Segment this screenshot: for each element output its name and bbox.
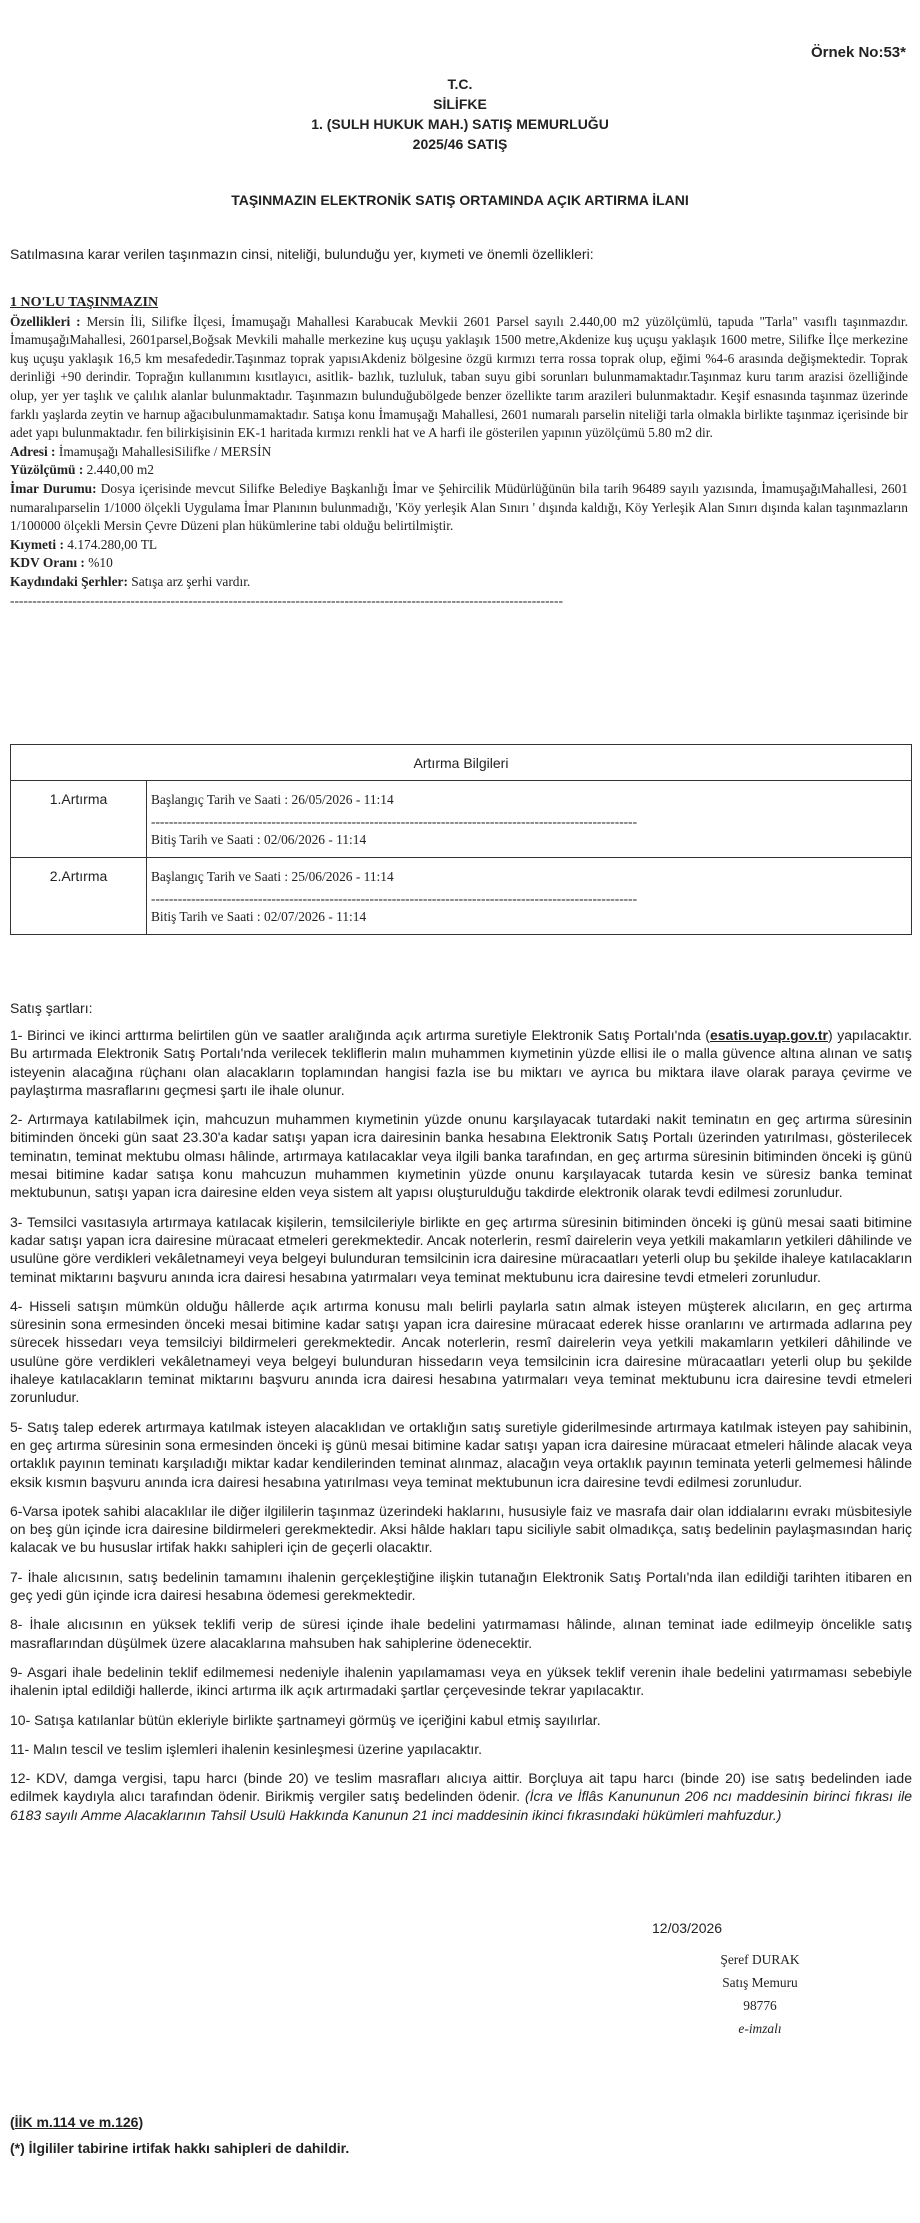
condition-text: 12- KDV, damga vergisi, tapu harcı (binde 20) ve teslim masrafları alıcıya aittir. Borçluya ait tapu harcı (binde 20) ise satış bedelinden iade edilmek kaydıyla alıcı tarafından ödenir. Birikmiş vergiler satış bedelinden ödenir. <box>10 1770 912 1805</box>
intro-text: Satılmasına karar verilen taşınmazın cinsi, niteliği, bulunduğu yer, kıymeti ve önemli özellikleri: <box>10 246 594 262</box>
header-file-no: 2025/46 SATIŞ <box>412 136 508 152</box>
round-label: 1.Artırma <box>11 781 147 858</box>
table-row <box>11 858 912 935</box>
law-article-link[interactable]: İİK m.114 ve m.126 <box>14 2114 139 2130</box>
signature-block <box>640 1948 880 2040</box>
round-dates <box>147 781 912 858</box>
header-city: SİLİFKE <box>433 96 487 112</box>
signer-number: 98776 <box>743 1998 777 2013</box>
section-divider: ---------------------------------------------------------------------------------------------------------------------------- <box>10 592 563 608</box>
legal-reference <box>10 2114 143 2130</box>
footer-note: (*) İlgililer tabirine irtifak hakkı sahipleri de dahildir. <box>10 2140 350 2156</box>
property-heading: 1 NO'LU TAŞINMAZIN <box>10 295 159 310</box>
features-text: Mersin İli, Silifke İlçesi, İmamuşağı Mahallesi Karabucak Mevkii 2601 Parsel sayılı 2.440,00 m2 yüzölçümlü, tapuda "Tarla" vasıflı taşınmazdır. İmamuşağıMahallesi, 2601parsel,Boğsak Mevkili mahalle merkezine kuş uçuşu yaklaşık 1500 metre,Akdenize kuş uçuşu yaklaşık 1600 metre, Silifke İlçe merkezine kuş uçuşu yaklaşık 16,5 km mesafededir.Taşınmaz toprak yapısıAkdeniz bölgesine özgü kırmızı terra rossa toprak olup, eğimi %4-6 arasında değişmektedir. Toprak derinliği +90 derindir. Toprağın kullanımını kısıtlayıcı, asitlik- bazlık, tuzluluk, taban suyu gibi sorunları bulunmamaktadır.Taşınmaz kuru tarım arazisi özelliğinde olup, yer yer taşlık ve çalılık alanlar bulunmaktadır. Taşınmazın bulunduğubölgede benzer özellikte tarım arazileri bulunmaktadır. Keşif esnasında taşınmaz üzerinde farklı yaşlarda zeytin ve harnup ağacıbulunmamaktadır. Satışa konu İmamuşağı Mahallesi, 2601 numaralı parselin niteliği tarla olmakla birlikte taşınmaz içerisinde bir adet yapı bulunmaktadır. fen bilirkişisinin EK-1 haritada kırmızı renkli hat ve A harfi ile gösterilen yapının yüzölçümü 5.80 m2 dir. <box>10 313 908 441</box>
auction-table-title: Artırma Bilgileri <box>11 745 912 781</box>
area-label: Yüzölçümü : <box>10 462 84 478</box>
registry-label: Kaydındaki Şerhler: <box>10 573 128 589</box>
start-datetime: Başlangıç Tarih ve Saati : 25/06/2026 - 11:14 <box>151 869 394 884</box>
property-section <box>10 294 908 610</box>
signer-name: Şeref DURAK <box>720 1952 800 1967</box>
announcement-title: TAŞINMAZIN ELEKTRONİK SATIŞ ORTAMINDA AÇIK ARTIRMA İLANI <box>231 192 689 208</box>
header-office: 1. (SULH HUKUK MAH.) SATIŞ MEMURLUĞU <box>311 116 609 132</box>
signer-title: Satış Memuru <box>722 1975 798 1990</box>
paren-close: ) <box>138 2114 144 2130</box>
document-header <box>0 74 920 154</box>
sample-number: Örnek No:53* <box>810 44 906 61</box>
sale-conditions <box>10 1026 912 1835</box>
condition-item: 7- İhale alıcısının, satış bedelinin tamamını ihalenin gerçekleştiğine ilişkin tutanağın Elektronik Satış Portalı'nda ilan edildiği tarihten itibaren en geç yedi gün içinde icra dairesi hesabına ödemesi gerekmektedir. <box>10 1568 912 1604</box>
property-address <box>10 443 908 462</box>
end-datetime: Bitiş Tarih ve Saati : 02/06/2026 - 11:14 <box>151 832 367 847</box>
round-dates <box>147 858 912 935</box>
conditions-title: Satış şartları: <box>10 1000 93 1016</box>
condition-item: 9- Asgari ihale bedelinin teklif edilmemesi nedeniyle ihalenin yapılamaması veya en yüksek teklif verenin ihale bedelini yatırmaması sebebiyle ihalenin iptal edildiği hallerde, ikinci artırma ilk açık artırmadaki şartlar çerçevesinde tekrar yapılacaktır. <box>10 1663 912 1699</box>
zoning-label: İmar Durumu: <box>10 480 97 496</box>
end-datetime: Bitiş Tarih ve Saati : 02/07/2026 - 11:14 <box>151 909 367 924</box>
table-row <box>11 781 912 858</box>
dates-separator: ------------------------------------------------------------------------------------------------------------- <box>151 817 638 827</box>
property-zoning <box>10 480 908 536</box>
condition-text: ) yapılacaktır. Bu artırmada Elektronik Satış Portalı'nda verilecek tekliflerin malın muhammen kıymetinin yüzde ellisi ile o malla güvence altına alınan ve satış isteyenin alacağına rüçhanı olan alacakların toplamından hangisi fazla ise bu miktarı ve ayrıca bu miktara ilave olarak paraya çevirme ve paylaştırma masraflarını geçmesi şartı ile ihale olunur. <box>10 1027 912 1098</box>
condition-legal-note: (İcra ve İflâs Kanununun 206 ncı maddesinin birinci fıkrası ile 6183 sayılı Amme Alacaklarının Tahsil Usulü Hakkında Kanunun 21 inci maddesinin ikinci fıkrasındaki hükümleri mahfuzdur.) <box>10 1788 912 1823</box>
condition-item: 3- Temsilci vasıtasıyla artırmaya katılacak kişilerin, temsilcileriyle birlikte en geç artırma süresinin bitiminden önceki iş günü mesai saati bitimine kadar satışı yapan icra dairesine müracaat etmeleri gerekmektedir. Ancak noterlerin, resmî dairelerin veya yetkili makamların yetkileri dâhilinde ve usulüne göre verdikleri vekâletnameyi veya belgeyi bulunduran temsilcinin icra dairesine müracaatları yeterli olup bu şekilde ihaleye katılacakların teminat miktarını başvuru anında icra dairesi hesabına yatırmaları veya teminat mektubunu icra dairesine tevdi etmeleri zorunludur. <box>10 1213 912 1285</box>
round-label: 2.Artırma <box>11 858 147 935</box>
address-label: Adresi : <box>10 443 56 459</box>
condition-item: 2- Artırmaya katılabilmek için, mahcuzun muhammen kıymetinin yüzde onunu karşılayacak tutardaki nakit teminatın en geç artırma süresinin bitiminden önceki gün saat 23.30'a kadar satışı yapan icra dairesinin banka hesabına Elektronik Satış Portalı üzerinden yatırılması, gösterilecek teminatın, teminat mektubu olması hâlinde, artırmaya katılacaklar veya ilgili banka tarafından, en geç artırma süresinin bitiminden önceki iş günü mesai bitimine kadar satışa konu mahcuzun muhammen kıymetinin yüzde onunu karşılayacak tutarda kesin ve süresiz banka teminat mektubunun, satışı yapan icra dairesine elden veya sistem alt yapısı oluşturulduğu takdirde elektronik olarak tevdi edilmesi zorunludur. <box>10 1111 912 1201</box>
e-signature-label: e-imzalı <box>738 2021 782 2036</box>
condition-text: 1- Birinci ve ikinci arttırma belirtilen gün ve saatler aralığında açık artırma suretiyle Elektronik Satış Portalı'nda ( <box>10 1027 710 1043</box>
area-text: 2.440,00 m2 <box>86 462 154 478</box>
vat-label: KDV Oranı : <box>10 555 85 571</box>
value-label: Kıymeti : <box>10 536 64 552</box>
condition-item <box>10 1026 912 1099</box>
registry-text: Satışa arz şerhi vardır. <box>131 573 251 589</box>
features-label: Özellikleri : <box>10 313 81 329</box>
property-value <box>10 536 908 555</box>
condition-item: 6-Varsa ipotek sahibi alacaklılar ile diğer ilgililerin taşınmaz üzerindeki haklarını, hususiyle faiz ve masrafa dair olan iddialarını evrakı müsbitesiyle on beş gün içinde icra dairesine bildirmeleri gerekmektedir. Aksi hâlde hakları tapu siciliyle sabit olmadıkça, satış bedelinin paylaşmasından hariç kalacak ve bu hususlar irtifak hakkı sahipleri için de geçerli olacaktır. <box>10 1502 912 1556</box>
dates-separator: ------------------------------------------------------------------------------------------------------------- <box>151 894 638 904</box>
auction-info-table <box>10 744 912 935</box>
condition-item <box>10 1769 912 1824</box>
paren-open: ( <box>10 2114 15 2130</box>
property-area <box>10 461 908 480</box>
condition-item: 8- İhale alıcısının en yüksek teklifi verip de süresi içinde ihale bedelini yatırmaması hâlinde, alınan teminat iade edilmeyip öncelikle satış masraflarından düşülmek üzere alacaklarına mahsuben hak sahiplerine ödenecektir. <box>10 1616 912 1651</box>
value-text: 4.174.280,00 TL <box>67 536 158 552</box>
property-features <box>10 313 908 443</box>
esatis-link[interactable]: esatis.uyap.gov.tr <box>709 1027 828 1043</box>
condition-item: 4- Hisseli satışın mümkün olduğu hâllerde açık artırma konusu malı belirli paylarla satın almak isteyen müşterek alıcıların, en geç artırma süresinin sona ermesinden önceki mesai bitimine kadar satışı yapan icra dairesine müracaat ederek hisse oranlarını ve artırmada adlarına pey sürecek hissedarı veya temsilciyi bildirmeleri gerekmektedir. Ancak noterlerin, resmî dairelerin veya yetkili makamların yetkileri dâhilinde ve usulüne göre verdikleri vekâletnameyi veya belgeyi bulunduran hissedarın veya temsilcinin icra dairesine müracaatları yeterli olup bu şekilde ihaleye katılacakların teminat miktarını başvuru anında icra dairesi hesabına yatırmaları veya teminat mektubunu icra dairesine tevdi etmeleri zorunludur. <box>10 1297 912 1406</box>
condition-item: 10- Satışa katılanlar bütün ekleriyle birlikte şartnameyi görmüş ve içeriğini kabul etmiş sayılırlar. <box>10 1711 601 1728</box>
property-vat <box>10 554 908 573</box>
header-tc: T.C. <box>447 76 473 92</box>
vat-text: %10 <box>88 555 113 571</box>
zoning-text: Dosya içerisinde mevcut Silifke Belediye Başkanlığı İmar ve Şehircilik Müdürlüğünün bila tarih 96489 sayılı yazısında, İmamuşağıMahallesi, 2601 numaralıparselin 1/1000 ölçekli Uygulama İmar Planının bulunmadığı, 'Köy yerleşik Alan Sınırı ' dışında kaldığı, Köy Yerleşik Alan Sınırı dışında kalan taşınmazların 1/100000 ölçekli Mersin Çevre Düzeni plan hükümlerine tabi olduğu belirtilmiştir. <box>10 480 908 534</box>
start-datetime: Başlangıç Tarih ve Saati : 26/05/2026 - 11:14 <box>151 792 394 807</box>
property-registry <box>10 573 908 592</box>
document-date: 12/03/2026 <box>652 1920 723 1936</box>
condition-item: 5- Satış talep ederek artırmaya katılmak isteyen alacaklıdan ve ortaklığın satış suretiyle giderilmesinde artırmaya katılmak isteyen pay sahibinin, en geç artırma süresinin sona ermesinden önceki iş günü mesai bitimine kadar satışı yapan icra dairesine müracaat etmeleri hâlinde alacak veya ortaklık payının teminatı karşıladığı miktar kadar kendilerinden teminat alınmaz, alacağın veya ortaklık payının teminata yeterli gelmemesi hâlinde eksik kısmın başvuru anında icra dairesi hesabına yatırılması veya teminat mektubunun icra dairesine tevdi edilmesi zorunludur. <box>10 1418 912 1490</box>
address-text: İmamuşağı MahallesiSilifke / MERSİN <box>58 443 272 459</box>
condition-item: 11- Malın tescil ve teslim işlemleri ihalenin kesinleşmesi üzerine yapılacaktır. <box>10 1740 483 1757</box>
